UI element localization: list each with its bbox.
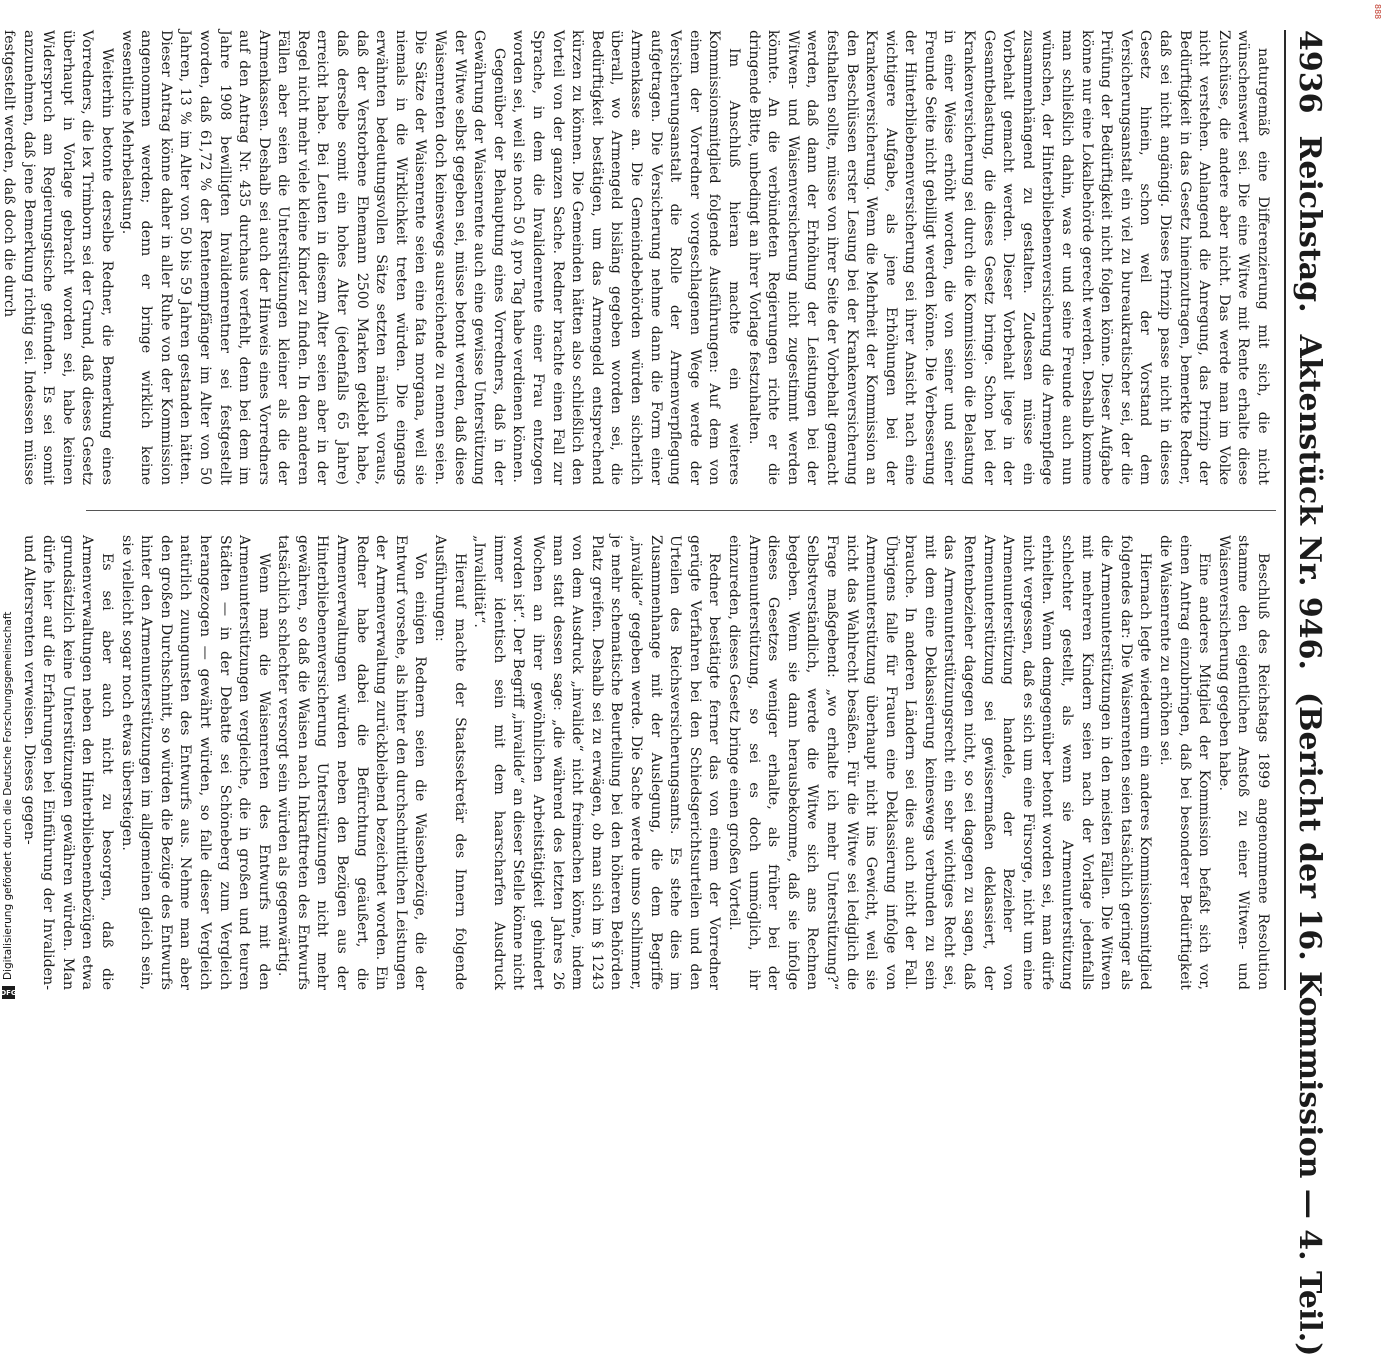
header-rule — [1284, 30, 1286, 990]
right-paragraph-6: Von einigen Rednern seien die Waisenbezüge, die der Entwurf vorsehe, als hinter den durchschnittlichen Leistungen der Armenverwaltung zurückbleibend bezeichnet worden. Ein Redner habe dabei die Befürchtung geäußert, die Armenverwaltungen würden neben den Bezügen aus der Hinterbliebenenversicherung Unterstützungen nicht mehr gewähren, so daß die Waisen nach Inkrafttreten des Entwurfs tatsächlich schlechter versorgt sein würden als gegenwärtig. — [275, 535, 429, 990]
right-paragraph-4: Redner bestätigte ferner das von einem der Vorredner gerügte Verfahren bei den Schiedsgerichtsurteilen und den Urteilen des Reichsversicherungsamts. Es stehe dies im Zusammenhange mit der Auslegung, die dem Begriffe „invalide“ gegeben werde. Die Sache werde umso schlimmer, je mehr schematische Beurteilung bei den höheren Behörden Platz greifen. Deshalb sei zu erwägen, ob man sich im § 1243 von dem Ausdruck „invalide“ nicht freimachen könne, indem man statt dessen sage: „die während des letzten Jahres 26 Wochen an ihrer gewöhnlichen Arbeitstätigkeit gehindert worden ist“. Der Begriff „invalide“ an dieser Stelle könne nicht immer identisch sein mit dem haarscharfen Ausdruck „Invalidität“. — [471, 535, 723, 990]
column-divider — [86, 510, 1276, 511]
right-paragraph-1: Beschluß des Reichstags 1899 angenommene Resolution stamme den eigentlichen Anstoß zu einer Witwen- und Waisenversicherung gegeben habe. — [1215, 535, 1271, 990]
left-paragraph-3: Gegenüber der Behauptung eines Vorredners, daß in der Gewährung der Waisenrente auch eine gewisse Unterstützung der Witwe selbst gegeben sei, müsse betont werden, daß diese Waisenrenten doch keineswegs ausreichende zu nennen seien. Die Sätze der Waisenrente seien eine fata morgana, weil sie niemals in die Wirklichkeit treten würden. Die eingangs erwähnten bedeutungsvollen Sätze setzten nämlich voraus, daß der Verstorbene Ehemann 2500 Marken geklebt habe, daß derselbe somit ein hohes Alter (jedenfalls 65 Jahre) erreicht habe. Bei Leuten in diesem Alter seien aber in der Regel nicht mehr viele kleine Kinder zu finden. In den anderen Fällen aber seien die Unterstützungen kleiner als die der Armenkassen. Deshalb sei auch der Hinweis eines Vorredners auf den Antrag Nr. 435 durchaus verfehlt, denn bei dem im Jahre 1908 bewilligten Invalidenrentner sei festgestellt worden, daß 61,72 % der Rentenempfänger im Alter von 50 Jahren, 13 % im Alter von 50 bis 59 Jahren gestanden hätten. Dieser Antrag könne daher in aller Ruhe von der Kommission angenommen werden; denn er bringe wirklich keine wesentliche Mehrbelastung. — [118, 30, 507, 485]
left-column — [1, 30, 1272, 485]
left-paragraph-1: naturgemäß eine Differenzierung mit sich, die nicht wünschenswert sei. Die eine Witwe mit Rente erhalte diese Zuschüsse, die andere aber nicht. Das werde man im Volke nicht verstehen. Anlangend die Anregung, das Prinzip der Bedürftigkeit in das Gesetz hineinzutragen, bemerkte Redner, daß sei nicht angängig. Dieses Prinzip passe nicht in dieses Gesetz hinein, schon weil der Vorstand dem Versicherungsanstalt ein viel zu bureaukratischer sei, der die Prüfung der Bedürftigkeit nicht folgen könne. Dieser Aufgabe könne nur eine Lokalbehörde gerecht werden. Deshalb komme man schließlich dahin, was er und seine Freunde auch nun wünschen, der Hinterbliebenenversicherung die Armenpflege zusammenhängend zu gestalten. Zudessen müsse ein Vorbehalt gemacht werden. Dieser Vorbehalt liege in der Gesamtbelastung, die dieses Gesetz bringe. Schon bei der Krankenversicherung sei durch die Kommission die Belastung in einer Weise erhöht worden, die von seiner und seiner Freunde Seite nicht gebilligt werden könne. Die Verbesserung der Hinterbliebenenversicherung sei ihrer Ansicht nach eine wichtigere Aufgabe, als jene Erhöhungen bei der Krankenversicherung. Wenn die Mehrheit der Kommission an den Beschlüssen erster Lesung bei der Krankenversicherung festhalten sollte, müsse von ihrer Seite der Vorbehalt gemacht werden, daß dann der Erhöhung der Leistungen bei der Witwen- und Waisenversicherung nicht zugestimmt werden könnte. An die verbündeten Regierungen richte er die dringende Bitte, unbedingt an ihrer Vorlage festzuhalten. — [745, 30, 1271, 485]
right-column — [20, 535, 1272, 990]
right-paragraph-3: Hiernach legte wiederum ein anderes Kommissionsmitglied folgendes dar: Die Waisenrenten seien tatsächlich geringer als die Armenunterstützungen in den meisten Fällen. Die Witwen mit mehreren Kindern seien nach der Vorlage jedenfalls schlechter gestellt, als wenn sie Armenunterstützung erhielten. Wenn demgegenüber betont worden sei, man dürfe nicht vergessen, daß es sich um eine Fürsorge, nicht um eine Armenunterstützung handele, der Bezieher von Armenunterstützung sei gewissermaßen deklassiert, der Rentenbezieher dagegen nicht, so sei dagegen zu sagen, daß das Armenunterstützungsrecht ein sehr wichtiges Recht sei, mit dem eine Deklassierung keineswegs verbunden zu sein brauche. In anderen Ländern sei dies auch nicht der Fall. Übrigens falle für Frauen eine Deklassierung infolge von Armenunterstützung überhaupt nicht ins Gewicht, weil sie nicht das Wahlrecht besäßen. Für die Witwe sei lediglich die Frage maßgebend: „wo erhalte ich mehr Unterstützung?“ Selbstverständlich, werde die Witwe sich ans Rechnen begeben. Wenn sie dann herausbekomme, daß sie infolge dieses Gesetzes weniger erhalte, als früher bei der Armenunterstützung, so sei es doch unmöglich, ihr einzureden, dieses Gesetz bringe einen großen Vorteil. — [725, 535, 1154, 990]
right-paragraph-5: Hierauf machte der Staatssekretär des Innern folgende Ausführungen: — [432, 535, 468, 990]
left-paragraph-4: Weiterhin betonte derselbe Redner, die Bemerkung eines Vorredners, die lex Trimborn sei der Grund, daß dieses Gesetz überhaupt in Vorlage gebracht worden sei, habe keinen Widerspruch am Regierungstische gefunden. Es sei somit anzunehmen, daß jene Bemerkung richtig sei. Indessen müsse festgestellt werden, daß doch die durch — [1, 30, 115, 485]
header-source: Reichstag. — [1292, 135, 1328, 313]
page-number: 4936 — [1292, 30, 1328, 114]
header-title: (Bericht der 16. Kommission — 4. Teil.) — [1292, 691, 1328, 1356]
right-paragraph-2: Eine anderes Mitglied der Kommission befaßt sich vor, einen Antrag einzubringen, daß bei besonderer Bedürftigkeit die Waisenrente zu erhöhen sei. — [1157, 535, 1213, 990]
scan-number: 888 — [1373, 4, 1382, 20]
dfg-logo: DFG — [2, 986, 15, 999]
funding-note: Digitalisierung gefördert durch die Deutsche Forschungsgemeinschaft — [2, 611, 14, 980]
header-document: Aktenstück Nr. 946. — [1292, 334, 1328, 670]
right-paragraph-8: Es sei aber auch nicht zu besorgen, daß die Armenverwaltungen neben den Hinterbliebenenbezügen etwa grundsätzlich keine Unterstützungen gewähren würden. Man dürfe hier auf die Erfahrungen bei Einführung der Invaliden- und Altersrenten verweisen. Dieses gegen- — [20, 535, 115, 990]
page-header — [1290, 30, 1330, 1356]
right-paragraph-7: Wenn man die Waisenrenten des Entwurfs mit den Armenunterstützungen vergleiche, die in großen und teuren Städten — in der Debatte sei Schöneberg zum Vergleich herangezogen — gewährt würden, so falle dieser Vergleich natürlich zuungunsten des Entwurfs aus. Nehme man aber den großen Durchschnitt, so würden die Bezüge des Entwurfs hinter den Armenunterstützungen im allgemeinen gleich sein, sie vielleicht sogar noch etwas übersteigen. — [118, 535, 272, 990]
left-paragraph-2: Im Anschluß hieran machte ein weiteres Kommissionsmitglied folgende Ausführungen: Auf dem von einem der Vorredner vorgeschlagenen Wege werde der Versicherungsanstalt die Rolle der Armenverpflegung aufgetragen. Die Versicherung nehme dann die Form einer Armenkasse an. Die Gemeindebehörden würden sicherlich überall, wo Armengeld bisläng gegeben worden sei, die Bedürftigkeit bestätigen, um das Armengeld entsprechend kürzen zu können. Die Gemeinden hätten also schließlich den Vorteil von der ganzen Sache. Redner brachte einen Fall zur Sprache, in dem die Invalidenrente einer Frau entzogen worden sei, weil sie noch 50 ₰ pro Tag habe verdienen können. — [510, 30, 742, 485]
